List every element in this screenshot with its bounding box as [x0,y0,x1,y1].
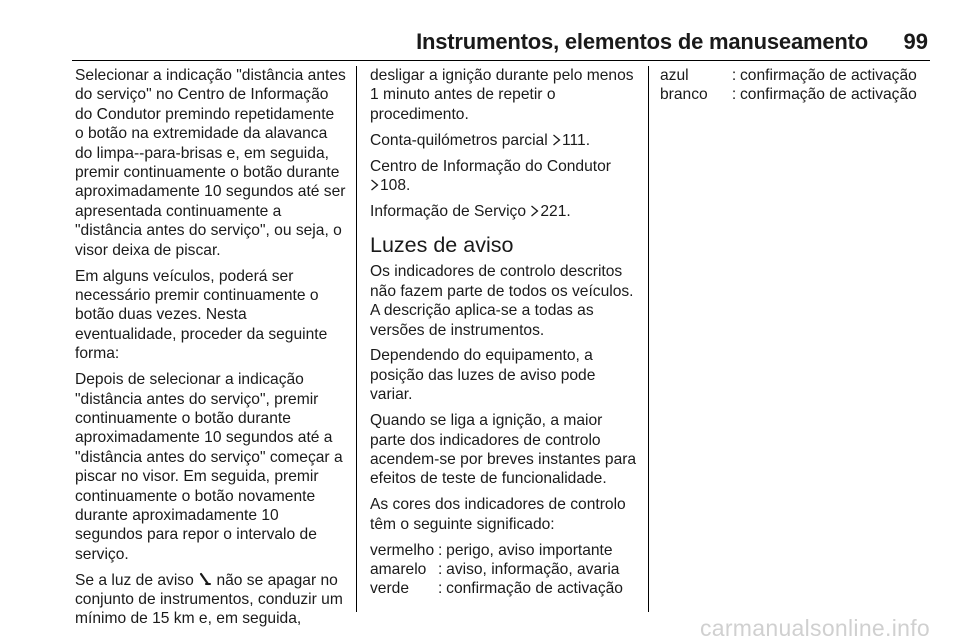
separator: : [437,580,443,598]
color-meaning: confirmação de activação [740,67,917,84]
color-name: azul [660,67,689,84]
reference-line [370,157,638,196]
paragraph: As cores dos indicadores de controlo têm o seguinte significado: [370,496,626,533]
color-name: verde [370,580,410,598]
reference-page: 108. [380,177,411,195]
column-3 [660,66,930,105]
watermark: carmanualsonline.info [699,615,930,641]
paragraph-text: Se a luz de aviso [75,571,194,589]
reference-arrow-icon [552,134,561,146]
paragraph: Em alguns veículos, poderá ser necessário premir continuamente o botão duas vezes. Nesta eventualidade, proceder da seguinte forma: [75,267,328,363]
table-row [660,85,930,104]
reference-text: Centro de Informação do Condutor [370,157,611,175]
color-meaning: aviso, informação, avaria [446,561,620,579]
paragraph [75,571,347,629]
table-row [370,560,638,579]
separator: : [731,86,737,104]
paragraph: Selecionar a indicação "distância antes do serviço" no Centro de Informação do Condutor premindo repetidamente o botão na extremidade da alavanca do limpa--para-brisas e, em seguida, premir continuamente o botão durante aproximadamente 10 segundos até ser apresentada continuamente a "distância antes do serviço", ou seja, o visor deixa de piscar. [75,67,346,259]
paragraph: Os indicadores de controlo descritos não fazem parte de todos os veículos. A descrição aplica-se a todas as versões de instrumentos. [370,263,634,339]
reference-page: 221. [540,202,571,220]
color-name: amarelo [370,561,427,579]
reference-page: 111. [562,131,591,149]
separator: : [437,541,443,559]
separator: : [437,561,443,579]
column-divider-1 [356,66,357,612]
color-meaning-table [660,66,930,105]
color-meaning-table [370,541,638,599]
paragraph: Dependendo do equipamento, a posição das luzes de aviso pode variar. [370,347,596,404]
color-name: vermelho [370,541,435,559]
color-meaning: confirmação de activação [740,86,917,104]
reference-arrow-icon [370,179,379,191]
reference-line [370,202,638,221]
page-number: 99 [903,29,928,54]
paragraph-text: não se apagar no conjunto de instrumentos, conduzir um mínimo de 15 km e, em seguida, [75,571,343,628]
column-2 [370,66,638,599]
color-meaning: perigo, aviso importante [446,541,613,559]
section-heading: Luzes de aviso [370,233,514,258]
reference-text: Informação de Serviço [370,202,527,220]
color-name: branco [660,86,708,104]
table-row [660,66,930,85]
header-title: Instrumentos, elementos de manuseamento [416,29,868,54]
column-1 [75,66,347,635]
wiper-service-icon [199,572,211,587]
paragraph: desligar a ignição durante pelo menos 1 minuto antes de repetir o procedimento. [370,67,634,123]
page-header [72,30,930,61]
paragraph: Depois de selecionar a indicação "distância antes do serviço", premir continuamente o botão durante aproximadamente 10 segundos até a "distância antes do serviço" começar a piscar no visor. Em seguida, premir continuamente o botão novamente durante aproximadamente 10 segundos para repor o intervalo de serviço. [75,371,343,563]
separator: : [731,67,737,84]
paragraph: Quando se liga a ignição, a maior parte dos indicadores de controlo acendem-se por breves instantes para efeitos de teste de funcionalidade. [370,412,637,488]
table-row [370,541,638,560]
reference-arrow-icon [530,205,539,217]
reference-text: Conta-quilómetros parcial [370,131,548,149]
color-meaning: confirmação de activação [446,580,623,598]
table-row [370,579,638,598]
reference-line [370,131,638,150]
column-divider-2 [648,66,649,612]
